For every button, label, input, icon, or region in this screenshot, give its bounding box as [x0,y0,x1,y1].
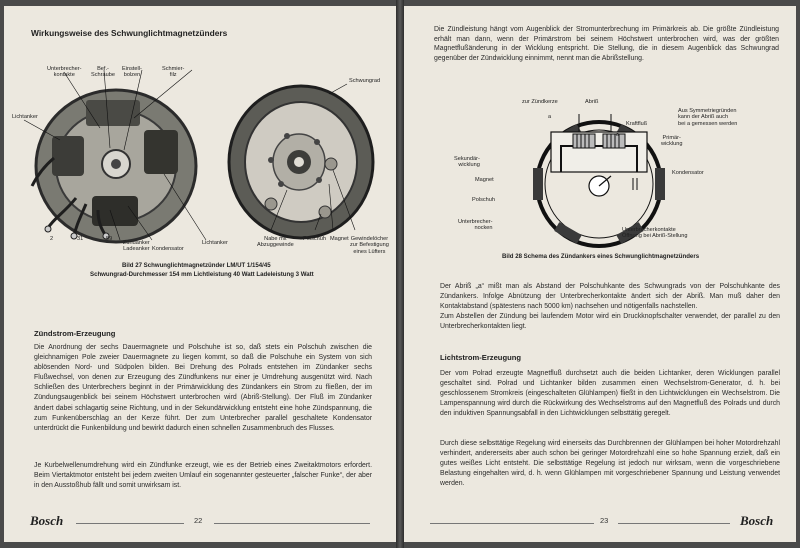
section-title-zuendstrom: Zündstrom-Erzeugung [34,329,116,338]
label-a-left: a [548,114,552,120]
label-unterbrechernocken: Unterbrecher- nocken [458,219,493,232]
footer-rule [618,523,730,524]
paragraph-kurbelwelle: Je Kurbelwellenumdrehung wird ein Zündfunke erzeugt, wie es der Betrieb eines Zweitaktmotors erfordert. Beim Viertaktmotor entsteht bei jedem zweiten Umlauf ein sogenannter gesteuerter „falscher Funke“, der aber in den Ausstoßhub fällt und somit unwirksam ist. [34,462,372,490]
label-kondensator: Kondensator [152,246,184,252]
label-zuendanker-ladeanker: Zündanker Ladeanker [123,240,150,253]
footer-rule [214,523,370,524]
label-symmetrie-note: Aus Symmetriegründen kann der Abriß auch bei a gemessen werden [678,108,738,127]
label-kondensator-schema: Kondensator [672,170,704,176]
stator-photo [24,78,224,248]
label-nabe: Nabe mit Abzuggewinde [257,236,294,249]
page-title: Wirkungsweise des Schwunglichtmagnetzünders [31,28,228,38]
paragraph-zuendstrom: Die Anordnung der sechs Dauermagnete und Polschuhe ist so, daß stets ein Polschuh zwischen die gleichnamigen Pole zweier Dauermagnete zu liegen kommt, so daß die Polschuhe ein System von sich ablösenden Nord- und Südpolen bilden. Bei Drehung des Polrads entstehen im Zündanker sechs Flußwechsel, von denen zur Erzeugung des Zündfunkens nur einer je Umdrehung ausgenützt wird. Nach Schließen des Unterbrechers beginnt in der Primärwicklung des Zündankers ein Strom zu fließen, der im Zündungsaugenblick bei seinem Höchstwert unterbrochen wird (Abriß-Stellung). Der Fluß im Zündanker ändert dabei schlagartig seine Richtung, und in der Sekundärwicklung entsteht eine hohe Zündspannung, die zum Funkenüberschlag an der Kerze führt. Der zum Unterbrecher parallel geschaltete Kondensator unterdrückt die Funkenbildung und bewirkt dadurch einen schnellen Zusammenbruch des Flusses. [34,344,372,432]
label-abriss: Abriß [585,99,599,105]
bosch-logo: Bosch [30,513,64,528]
section-title-lichtstrom: Lichtstrom-Erzeugung [440,353,521,362]
paragraph-abriss: Der Abriß „a“ mißt man als Abstand der Polschuhkante des Schwungrads von der Polschuhkante des Zündankers. Infolge Abnützung der Unterbrecherkontakte ändert sich der Abriß. Man muß daher den Kontaktabstand (spätestens nach 5000 km) nachsehen und nötigenfalls nachstellen. Zum Abstellen der Zündung bei laufendem Motor wird ein Druckknopfschalter verwendet, der parallel zu den Unterbrecherkontakten liegt. [440,283,780,331]
page-number: 22 [194,516,203,525]
label-a-right: a [616,132,620,138]
label-lichtanker-bottom: Lichtanker [202,240,228,246]
label-terminal-59: 59 [106,236,113,242]
label-befestigungsschraube: Bef.- Schraube [91,66,115,79]
footer-rule [76,523,184,524]
label-primaerwicklung: Primär- wicklung [661,135,683,148]
label-polschuh-schema: Polschuh [472,197,496,203]
label-magnet: Magnet [330,236,349,242]
bosch-logo: Bosch [740,513,774,528]
paragraph-zuendleistung: Die Zündleistung hängt vom Augenblick der Stromunterbrechung im Primärkreis ab. Die größte Zündleistung erhält man dann, wenn der Primärstrom bei seinem Höchstwert unterbrochen wird, was der größten Magnetflußänderung in der Wicklung entspricht. Die Stellung, die in diesem Augenblick das Schwungrad gegenüber der Zündwicklung einnimmt, nennt man die Abrißstellung. [434,26,779,62]
label-einstellbolzen: Einstell- bolzen [122,66,142,79]
label-unterbrecherkontakte: Unterbrecher- kontakte [47,66,82,79]
figure-28-caption: Bild 28 Schema des Zündankers eines Schwunglichtmagnetzünders [502,253,700,260]
label-magnet-schema: Magnet [475,177,494,183]
left-page [4,6,396,542]
flywheel-photo [229,80,379,240]
label-sekundaerwicklung: Sekundär- wicklung [454,156,480,169]
label-unterbrecherkontakte-schema: Unterbrecherkontakte Öffnung bei Abriß-Stellung [622,227,688,240]
book-gutter [396,0,404,548]
paragraph-lichtstrom-1: Der vom Polrad erzeugte Magnetfluß durchsetzt auch die beiden Lichtanker, deren Wicklungen parallel geschaltet sind. Polrad und Lichtanker bilden zusammen einen Wechselstrom-Generator, d. h. bei geschlossenem Stromkreis (eingeschalteten Glühlampen) fließt in den Lichtwicklungen ein Wechselstrom. Die Lampenspannung wird durch die Rückwirkung des Wechselstroms auf den Magnetfluß des Polrads und durch den induktiven Spannungsabfall in den Lichtwicklungen selbsttätig geregelt. [440,370,780,418]
label-terminal-2: 2 [50,236,54,242]
footer-rule [430,523,594,524]
figure-27-caption: Bild 27 Schwunglichtmagnetzünder LM/UT 1/154/45 [122,262,271,269]
right-page [404,6,796,542]
label-schmierfilz: Schmier- filz [162,66,185,79]
paragraph-lichtstrom-2: Durch diese selbsttätige Regelung wird einerseits das Durchbrennen der Glühlampen bei hoher Motordrehzahl verhindert, andererseits aber auch schon bei geringer Motordrehzahl eine so hohe Spannung erzielt, daß ein gutes weißes Licht entsteht. Die selbsttätige Regelung ist jedoch nur wirksam, wenn die vorgeschriebene Belastung eingehalten wird, d. h. wenn Glühlampen mit vorgeschriebener Spannung und Leistung verwendet werden. [440,440,780,488]
label-schwungrad: Schwungrad [349,78,381,84]
label-zur-zuendkerze: zur Zündkerze [522,99,558,105]
label-kraftfluss: Kraftfluß [626,121,648,127]
label-gewindeloecher: Gewindelöcher zur Befestigung eines Lüfters [350,236,389,255]
label-lichtanker-left: Lichtanker [12,114,38,120]
label-polschuh: Polschuh [303,236,327,242]
page-number: 23 [600,516,609,525]
right-page-footer [404,512,796,536]
left-page-footer [4,512,396,536]
label-terminal-31: 31 [77,236,84,242]
figure-27-specs: Schwungrad-Durchmesser 154 mm Lichtleistung 40 Watt Ladeleistung 3 Watt [90,271,314,278]
